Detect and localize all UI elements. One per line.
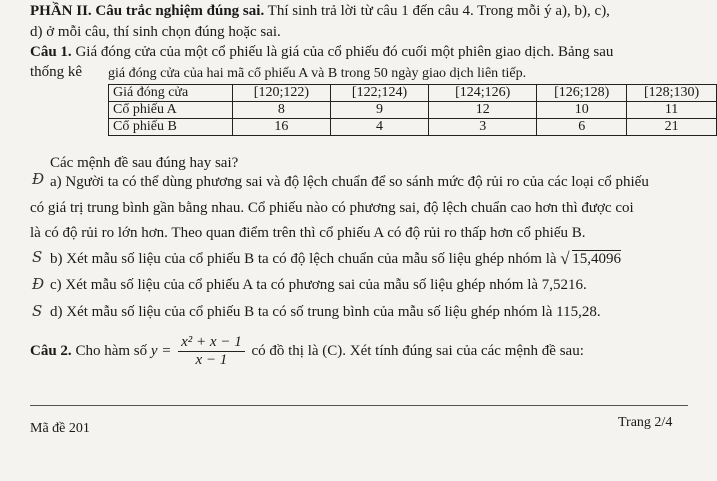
- mark-d-handwritten: S: [32, 302, 43, 320]
- table-header-cell: [128;130): [627, 85, 717, 102]
- q1-label: Câu 1.: [30, 44, 72, 60]
- table-cell: 16: [232, 119, 330, 136]
- section-intro-2: d) ở mỗi câu, thí sinh chọn đúng hoặc sai.: [30, 24, 281, 40]
- q1-stem-1: Giá đóng cửa của một cổ phiếu là giá của cổ phiếu đó cuối một phiên giao dịch. Bảng sau: [71, 44, 614, 60]
- fraction-numerator: x² + x − 1: [178, 334, 245, 352]
- table-header-cell: [120;122): [232, 85, 330, 102]
- table-header-cell: [122;124): [330, 85, 428, 102]
- page-number: Trang 2/4: [618, 415, 673, 430]
- section-intro-1: Thí sinh trả lời từ câu 1 đến câu 4. Trong mỗi ý a), b), c),: [264, 3, 610, 19]
- table-row: [109, 102, 717, 119]
- q2-line: [30, 334, 584, 369]
- statement-b: [50, 251, 621, 268]
- statement-c: c) Xét mẫu số liệu của cổ phiếu A ta có phương sai của mẫu số liệu ghép nhóm là 7,5216.: [50, 277, 587, 293]
- q2-y: y =: [150, 342, 172, 359]
- table-row: [109, 119, 717, 136]
- table-cell: 3: [429, 119, 537, 136]
- section-heading-line: [30, 3, 610, 20]
- statement-a-line-3: là có độ rủi ro lớn hơn. Theo quan điểm trên thì cổ phiếu A có độ rủi ro thấp hơn cổ phiếu B.: [30, 225, 586, 241]
- table-cell: 9: [330, 102, 428, 119]
- table-header-cell: [124;126): [429, 85, 537, 102]
- mark-b-handwritten: S: [32, 248, 43, 266]
- table-cell: 12: [429, 102, 537, 119]
- table-header-row: [109, 85, 717, 102]
- table-cell: 10: [537, 102, 627, 119]
- q2-fraction: [178, 334, 245, 369]
- q1-prompt-b: đề sau đúng hay sai?: [114, 155, 239, 171]
- q1-stem-line-1: [30, 44, 613, 61]
- fraction-denominator: x − 1: [195, 352, 228, 368]
- q2-text-after: có đồ thị là (C). Xét tính đúng sai của các mệnh đề sau:: [251, 342, 584, 359]
- table-cell: 6: [537, 119, 627, 136]
- q1-stem-2b: giá đóng cửa của hai mã cổ phiếu A và B trong 50 ngày giao dịch liên tiếp.: [108, 66, 527, 81]
- table-cell: 8: [232, 102, 330, 119]
- table-cell: Cổ phiếu A: [109, 102, 233, 119]
- table-cell: Cổ phiếu B: [109, 119, 233, 136]
- price-table: [108, 84, 717, 136]
- mark-c-handwritten: Đ: [32, 275, 45, 293]
- table-cell: 4: [330, 119, 428, 136]
- q1-stem-2a: thống kê: [30, 64, 83, 80]
- mark-a-handwritten: Đ: [32, 170, 45, 188]
- statement-d: d) Xét mẫu số liệu của cổ phiếu B ta có số trung bình của mẫu số liệu ghép nhóm là 115,28.: [50, 304, 601, 320]
- section-heading: PHẦN II. Câu trắc nghiệm đúng sai.: [30, 3, 265, 19]
- statement-a-line-1: a) Người ta có thể dùng phương sai và độ lệch chuẩn để so sánh mức độ rủi ro của các loại cổ phiếu: [50, 174, 649, 190]
- q1-prompt: [50, 155, 238, 172]
- table-cell: 21: [627, 119, 717, 136]
- statement-a-line-2: có giá trị trung bình gần bằng nhau. Cổ phiếu nào có phương sai, độ lệch chuẩn cao hơn thì được coi: [30, 200, 634, 216]
- exam-code: Mã đề 201: [30, 421, 90, 436]
- table-cell: 11: [627, 102, 717, 119]
- q1-prompt-a: Các mệnh: [50, 155, 111, 171]
- sqrt-expression: [560, 251, 621, 268]
- radical-sign: √: [560, 249, 570, 268]
- footer-divider: [30, 405, 688, 406]
- statement-b-text: b) Xét mẫu số liệu của cổ phiếu B ta có độ lệch chuẩn của mẫu số liệu ghép nhóm là: [50, 251, 557, 267]
- q2-label: Câu 2.: [30, 342, 72, 359]
- sqrt-value: 15,4096: [572, 251, 622, 267]
- table-header-cell: Giá đóng cửa: [109, 85, 233, 102]
- q2-text-before: Cho hàm số: [71, 342, 151, 359]
- table-header-cell: [126;128): [537, 85, 627, 102]
